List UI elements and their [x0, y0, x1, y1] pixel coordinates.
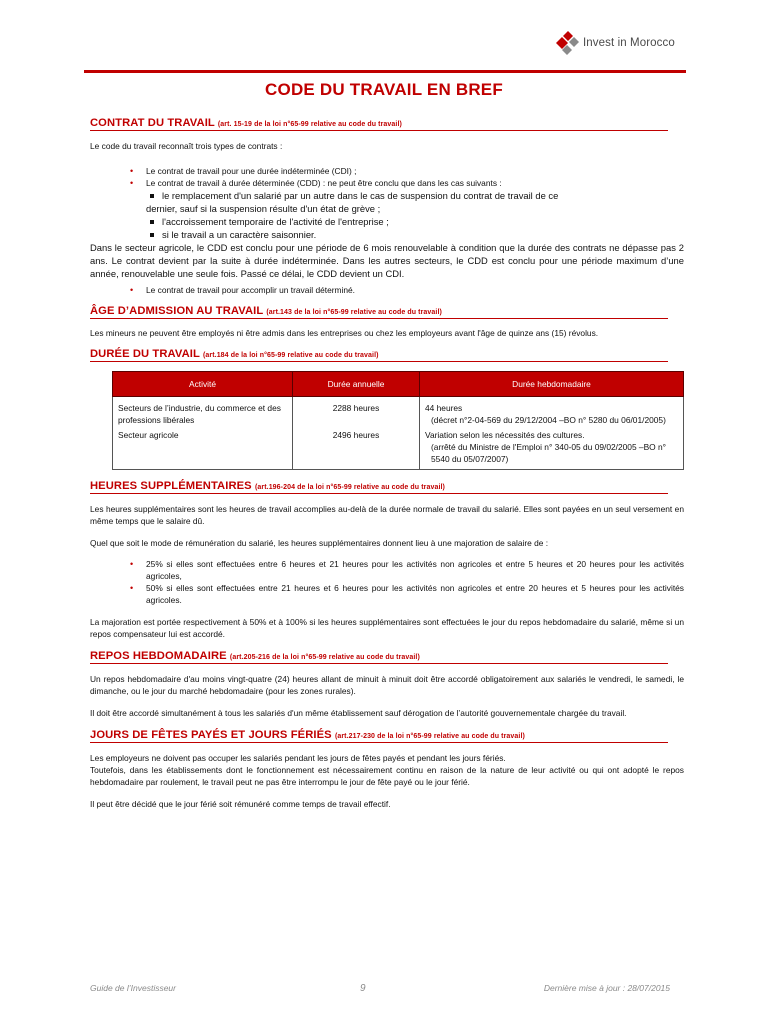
- bullet-list: [90, 165, 684, 189]
- list-item: • 25% si elles sont effectuées entre 6 heures et 21 heures pour les activités non agricoles et entre 5 heures et 20 heures pour les activités agricoles,: [90, 558, 684, 582]
- bullet-list: [90, 284, 684, 296]
- section-reference: (art.205-216 de la loi n°65-99 relative au code du travail): [229, 654, 420, 661]
- section-rule: [90, 130, 668, 131]
- cell-line: Variation selon les nécessités des cultures.: [425, 430, 585, 440]
- list-item: [146, 189, 684, 202]
- column-header: Durée annuelle: [293, 372, 420, 397]
- column-header: Activité: [113, 372, 293, 397]
- table-header-row: [113, 372, 684, 397]
- invest-in-morocco-logo: [553, 28, 713, 58]
- table-cell: 2288 heures: [293, 397, 420, 427]
- paragraph: Les mineurs ne peuvent être employés ni être admis dans les entreprises ou chez les employeurs avant l'âge de quinze ans (15) révolus.: [90, 328, 599, 338]
- paragraph: Toutefois, dans les établissements dont le fonctionnement est nécessairement continu en raison de la nature de leur activité ou qui ont adopté le repos hebdomadaire par roulement, le travail peut ne pas être interrompu le jour de fête payé ou le jour férié.: [90, 765, 684, 787]
- list-item-continuation: dernier, sauf si la suspension résulte d'un état de grève ;: [146, 203, 381, 214]
- logo-text: Invest in Morocco: [583, 37, 675, 49]
- list-item-text: si le travail a un caractère saisonnier.: [162, 229, 317, 240]
- logo-mark-icon: [553, 30, 579, 56]
- footer-last-update: Dernière mise à jour : 28/07/2015: [543, 983, 670, 993]
- header-rule: [84, 70, 686, 73]
- section-rule: [90, 493, 668, 494]
- section-title: CONTRAT DU TRAVAIL: [90, 117, 215, 129]
- list-item: • 50% si elles sont effectuées entre 21 heures et 6 heures pour les activités non agricoles et entre 20 heures et 5 heures pour les activités agricoles.: [90, 582, 684, 606]
- section-heading-repos: [90, 650, 684, 662]
- table-cell: Secteurs de l’industrie, du commerce et des professions libérales: [113, 397, 293, 427]
- section-rule: [90, 742, 668, 743]
- table-cell: Secteur agricole: [113, 426, 293, 470]
- section-reference: (art.143 de la loi n°65-99 relative au code du travail): [266, 309, 442, 316]
- section-title: REPOS HEBDOMADAIRE: [90, 650, 227, 662]
- table-row: [113, 397, 684, 427]
- section-title: DURÉE DU TRAVAIL: [90, 348, 200, 360]
- section-rule: [90, 663, 668, 664]
- table-cell: 2496 heures: [293, 426, 420, 470]
- section-reference: (art.184 de la loi n°65-99 relative au code du travail): [202, 352, 379, 359]
- paragraph: Quel que soit le mode de rémunération du salarié, les heures supplémentaires donnent lieu à une majoration de salaire de :: [90, 538, 549, 548]
- section-reference: (art.217-230 de la loi n°65-99 relative au code du travail): [334, 733, 525, 740]
- section-heading-contrat: [90, 117, 684, 129]
- column-header: Durée hebdomadaire: [420, 372, 684, 397]
- paragraph: Dans le secteur agricole, le CDD est conclu pour une période de 6 mois renouvelable à condition que la durée des contrats ne dépasse pas 2 ans. Le contrat devient par la suite à durée indéterminée. Dans les autres secteurs, le CDD est conclu pour une période maximum d’une année, renouvelable une seule fois. Passé ce délai, le CDD devient un CDI.: [90, 242, 684, 279]
- section-reference: (art. 15-19 de la loi n°65-99 relative au code du travail): [217, 121, 402, 128]
- paragraph: Il peut être décidé que le jour férié soit rémunéré comme temps de travail effectif.: [90, 799, 391, 809]
- work-duration-table: [112, 371, 684, 470]
- list-item: [146, 228, 684, 241]
- paragraph: Les heures supplémentaires sont les heures de travail accomplies au-delà de la durée normale de travail du salarié. Elles sont payées en un seul versement en même temps que le salaire dû.: [90, 504, 684, 526]
- paragraph: Les employeurs ne doivent pas occuper les salariés pendant les jours de fêtes payés et pendant les jours fériés.: [90, 753, 506, 763]
- cell-line: (arrêté du Ministre de l'Emploi n° 340-05 du 09/02/2005 –BO n° 5540 du 05/07/2007): [431, 442, 667, 464]
- list-item: [146, 215, 684, 228]
- square-bullet-icon: [150, 194, 154, 198]
- paragraph: Le code du travail reconnaît trois types de contrats :: [90, 141, 283, 151]
- section-heading-age: [90, 305, 684, 317]
- square-bullet-icon: [150, 220, 154, 224]
- sub-list: [146, 189, 684, 241]
- section-title: HEURES SUPPLÉMENTAIRES: [90, 480, 252, 492]
- page-title: CODE DU TRAVAIL EN BREF: [265, 80, 503, 99]
- list-item-text: le remplacement d'un salarié par un autre dans le cas de suspension du contrat de travail de ce: [162, 190, 559, 201]
- paragraph: Il doit être accordé simultanément à tous les salariés d'un même établissement sauf dérogation de l’autorité gouvernementale chargée du travail.: [90, 708, 627, 718]
- section-rule: [90, 318, 668, 319]
- main-content: [90, 117, 684, 810]
- table-cell: [420, 397, 684, 427]
- square-bullet-icon: [150, 233, 154, 237]
- section-rule: [90, 361, 668, 362]
- footer-guide-title: Guide de l’Investisseur: [90, 983, 176, 993]
- section-title: JOURS DE FÊTES PAYÉS ET JOURS FÉRIÉS: [90, 729, 332, 741]
- bullet-list: [90, 558, 684, 606]
- list-item: • Le contrat de travail pour accomplir un travail déterminé.: [90, 284, 684, 296]
- paragraph: La majoration est portée respectivement à 50% et à 100% si les heures supplémentaires sont effectuées le jour du repos hebdomadaire du salarié, même si un repos compensateur lui est accordé.: [90, 617, 684, 639]
- section-reference: (art.196-204 de la loi n°65-99 relative au code du travail): [254, 484, 445, 491]
- section-title: ÂGE D’ADMISSION AU TRAVAIL: [90, 305, 264, 317]
- table-cell: [420, 426, 684, 470]
- section-heading-duree: [90, 348, 684, 360]
- section-heading-heures-sup: [90, 480, 684, 492]
- cell-line: 44 heures: [425, 403, 463, 413]
- section-heading-jours-feries: [90, 729, 684, 741]
- table-row: [113, 426, 684, 470]
- list-item: • Le contrat de travail à durée déterminée (CDD) : ne peut être conclu que dans les cas suivants :: [90, 177, 684, 189]
- cell-line: (décret n°2-04-569 du 29/12/2004 –BO n° 5280 du 06/01/2005): [431, 415, 666, 425]
- page-number: 9: [360, 983, 366, 994]
- list-item: • Le contrat de travail pour une durée indéterminée (CDI) ;: [90, 165, 684, 177]
- paragraph: Un repos hebdomadaire d'au moins vingt-quatre (24) heures allant de minuit à minuit doit être accordé obligatoirement aux salariés le vendredi, le samedi, le dimanche, ou le jour du marché hebdomadaire (pour les zones rurales).: [90, 674, 684, 696]
- list-item-text: l'accroissement temporaire de l'activité de l'entreprise ;: [162, 216, 389, 227]
